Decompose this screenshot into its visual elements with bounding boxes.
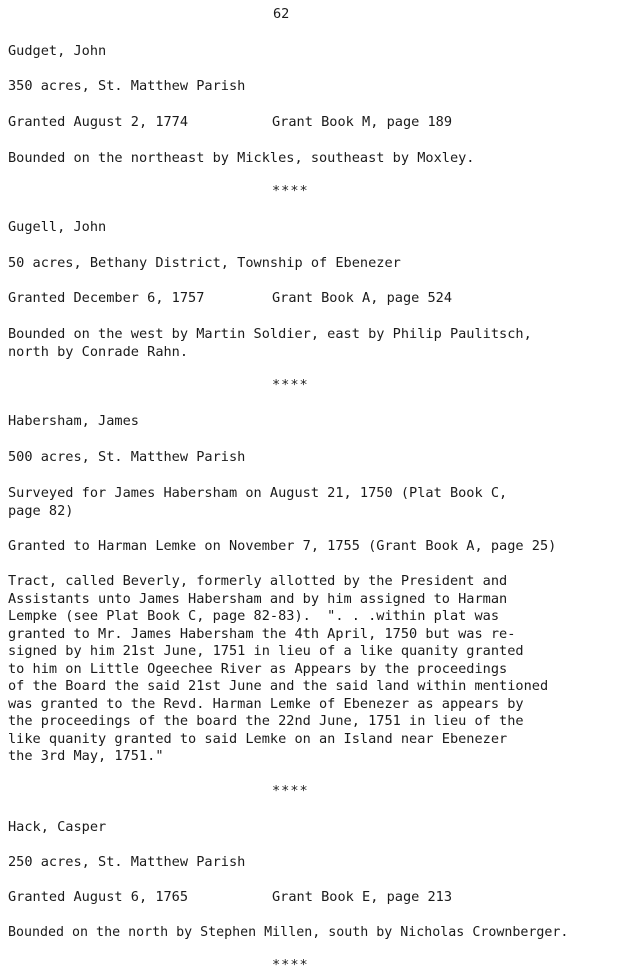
text-line: to him on Little Ogeechee River as Appears by the proceedings	[8, 660, 508, 677]
entry-name: Gugell, John	[8, 219, 107, 235]
entry-bounded	[8, 326, 623, 361]
text-line: Assistants unto James Habersham and by him assigned to Harman	[8, 590, 508, 607]
entry-grant-date: Granted December 6, 1757	[8, 290, 205, 306]
text-line: the proceedings of the board the 22nd June, 1751 in lieu of the	[8, 713, 524, 729]
entry-surveyed	[8, 485, 623, 520]
entry-grant-book: Grant Book M, page 189	[272, 114, 453, 130]
entry-grant-date: Granted August 2, 1774	[8, 114, 189, 130]
entry-bounded: Bounded on the northeast by Mickles, southeast by Moxley.	[8, 150, 475, 166]
entry-acreage: 50 acres, Bethany District, Township of Ebenezer	[8, 255, 401, 271]
section-separator: ****	[272, 377, 309, 393]
text-line: was granted to the Revd. Harman Lemke of Ebenezer as appears by	[8, 695, 524, 712]
entry-acreage: 350 acres, St. Matthew Parish	[8, 78, 246, 94]
text-line: like quanity granted to said Lemke on an Island near Ebenezer	[8, 730, 508, 747]
text-line: Tract, called Beverly, formerly allotted by the President and	[8, 573, 508, 589]
text-line: Lempke (see Plat Book C, page 82-83). ". . .within plat was	[8, 608, 500, 624]
section-separator: ****	[272, 783, 309, 799]
entry-grant-book: Grant Book A, page 524	[272, 290, 453, 306]
entry-grant-date: Granted August 6, 1765	[8, 889, 189, 905]
page-number: 62	[273, 6, 290, 22]
entry-tract-description	[8, 573, 623, 766]
entry-acreage: 500 acres, St. Matthew Parish	[8, 449, 246, 465]
text-line: of the Board the said 21st June and the said land within mentioned	[8, 678, 549, 694]
text-line: signed by him 21st June, 1751 in lieu of a like quanity granted	[8, 643, 524, 659]
entry-name: Hack, Casper	[8, 819, 107, 835]
entry-bounded: Bounded on the north by Stephen Millen, south by Nicholas Crownberger.	[8, 925, 569, 940]
entry-name: Habersham, James	[8, 413, 139, 429]
text-line: north by Conrade Rahn.	[8, 343, 189, 360]
text-line: Surveyed for James Habersham on August 21, 1750 (Plat Book C,	[8, 485, 508, 501]
section-separator: ****	[272, 957, 309, 973]
text-line: granted to Mr. James Habersham the 4th April, 1750 but was re-	[8, 625, 516, 642]
entry-grant-book: Grant Book E, page 213	[272, 889, 453, 905]
text-line: Bounded on the west by Martin Soldier, east by Philip Paulitsch,	[8, 326, 532, 342]
text-line: the 3rd May, 1751."	[8, 748, 164, 764]
entry-granted-to: Granted to Harman Lemke on November 7, 1755 (Grant Book A, page 25)	[8, 538, 557, 554]
entry-acreage: 250 acres, St. Matthew Parish	[8, 854, 246, 870]
text-line: page 82)	[8, 502, 74, 519]
entry-name: Gudget, John	[8, 43, 107, 59]
section-separator: ****	[272, 183, 309, 199]
